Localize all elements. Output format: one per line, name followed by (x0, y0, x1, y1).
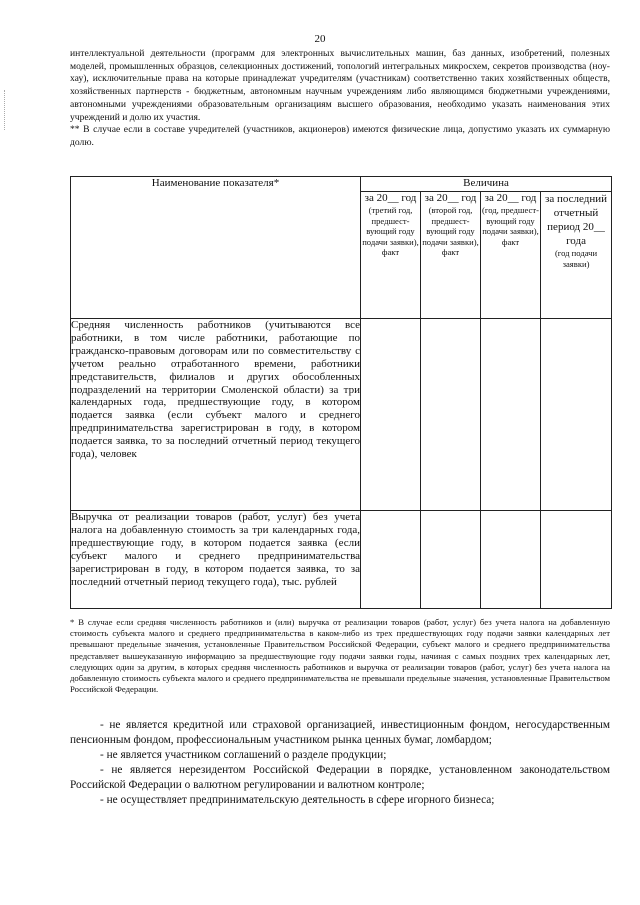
column-year-2 (421, 192, 481, 319)
row-employees-year-3[interactable] (361, 319, 421, 511)
top-note-paragraph: интеллектуальной деятельности (программ для электронных вычислительных машин, баз данных, изобретений, полезных моделей, промышленных образцов, селекционных достижений, топологий интегральных микросхем, секретов производства (ноу-хау), исключительные права на которые принадлежат учредителям (участникам) соответственно таких хозяйственных обществ, хозяйственных партнерств - бюджетным, автономным научным учреждениям либо являющимся бюджетными учреждениями, автономными учреждениями образовательным организациям высшего образования, необходимо указать наименования этих учреждений и долю их участия. (70, 48, 610, 123)
column-year-3-note: (третий год, предшест-вующий году подачи заявки), факт (362, 205, 419, 258)
top-note (70, 48, 610, 150)
list-item: - не является кредитной или страховой организацией, инвестиционным фондом, негосударственным пенсионным фондом, профессиональным участником рынка ценных бумаг, ломбардом; (70, 719, 610, 746)
column-current-period-note: (год подачи заявки) (554, 248, 598, 269)
indicators-table (70, 176, 612, 609)
row-revenue-current[interactable] (541, 511, 612, 609)
column-year-3-title: за 20__ год (364, 192, 417, 204)
row-revenue-year-3[interactable] (361, 511, 421, 609)
row-employees-year-2[interactable] (421, 319, 481, 511)
column-year-2-title: за 20__ год (424, 192, 477, 204)
row-employees-current[interactable] (541, 319, 612, 511)
requirements-list (70, 718, 610, 808)
scan-margin-marks (4, 90, 13, 130)
list-item: - не является участником соглашений о разделе продукции; (100, 749, 387, 761)
row-employees-year-1[interactable] (481, 319, 541, 511)
column-current-period (541, 192, 612, 319)
row-revenue-year-1[interactable] (481, 511, 541, 609)
column-current-period-title: за последний отчетный период 20__ года (545, 193, 608, 247)
row-revenue-label: Выручка от реализации товаров (работ, услуг) без учета налога на добавленную стоимость за три календарных года, предшествующие году, в котором подается заявка (если субъект малого и среднего предпринимательства зарегистрирован в году, в котором подается заявка, то за последний отчетный период текущего года), тыс. рублей (71, 511, 361, 609)
top-note-double-asterisk: ** В случае если в составе учредителей (участников, акционеров) имеются физические лица, допустимо указать их суммарную долю. (70, 124, 610, 148)
column-year-1-title: за 20__ год (484, 192, 537, 204)
column-year-1-note: (год, предшест-вующий году подачи заявки), факт (482, 205, 539, 247)
list-item: - не является нерезидентом Российской Федерации в порядке, установленном законодательством Российской Федерации о валютном регулировании и валютном контроле; (70, 764, 610, 791)
column-year-2-note: (второй год, предшест-вующий году подачи заявки), факт (422, 205, 479, 258)
header-indicator-name: Наименование показателя* (71, 177, 361, 319)
column-year-1 (481, 192, 541, 319)
page-number: 20 (314, 33, 326, 45)
row-revenue-year-2[interactable] (421, 511, 481, 609)
footnote-text: * В случае если средняя численность работников и (или) выручка от реализации товаров (работ, услуг) без учета налога на добавленную стоимость субъекта малого и среднего предпринимательства в каком-либо из трех предшествующих году подачи заявки календарных лет превышают предельные значения, установленные Правительством Российской Федерации, субъект малого и среднего предпринимательства представляет вышеуказанную информацию за предшествующие году подачи заявки годы, начиная с самых поздних трех календарных лет, следующих один за другим, в которых средняя численность работников и выручка от реализации товаров (работ, услуг) без учета налога на добавленную стоимость субъекта малого и среднего предпринимательства не превышали предельные значения, установленные Правительством Российской Федерации. (70, 617, 610, 695)
row-employees-label: Средняя численность работников (учитываются все работники, в том числе работники, работающие по гражданско-правовым договорам или по совместительству с учетом реально отработанного времени, работники представительств, филиалов и других обособленных подразделений на территории Смоленской области) за три календарных года, предшествующие году, в котором подается заявка (если субъект малого и среднего предпринимательства зарегистрирован в году, в котором подается заявка, то за последний отчетный период текущего года), человек (71, 319, 361, 511)
table-footnote (70, 617, 610, 695)
column-year-3 (361, 192, 421, 319)
table-row (71, 511, 612, 609)
table-row (71, 319, 612, 511)
list-item: - не осуществляет предпринимательскую деятельность в сфере игорного бизнеса; (100, 794, 495, 806)
header-value: Величина (361, 177, 612, 192)
